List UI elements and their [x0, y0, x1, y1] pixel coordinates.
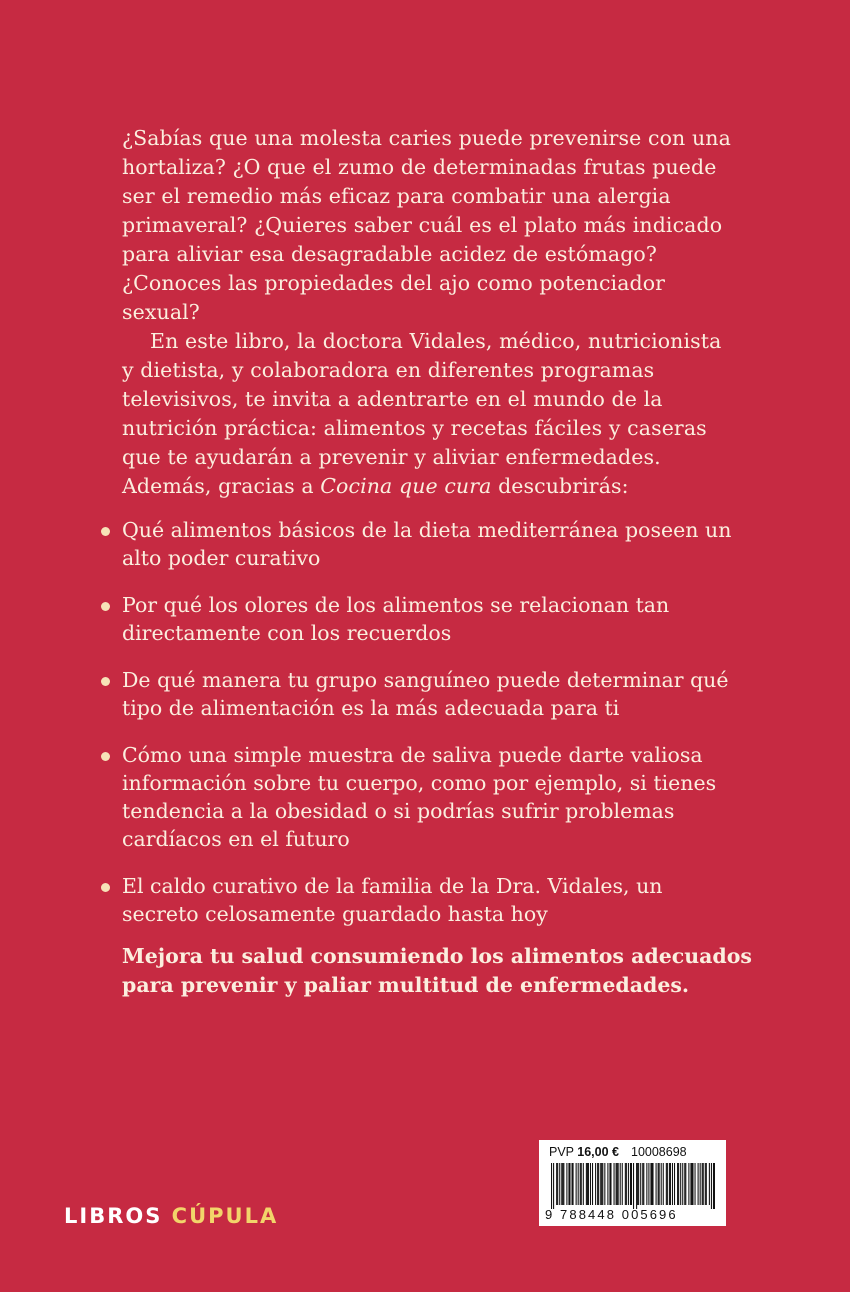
barcode-bar [595, 1163, 596, 1205]
barcode-bar [602, 1163, 603, 1205]
barcode-bar [557, 1163, 558, 1205]
barcode-bar [685, 1163, 686, 1205]
barcode-bar [684, 1163, 685, 1205]
barcode-label [539, 1140, 726, 1226]
barcode-bar [551, 1163, 552, 1209]
barcode-bar [667, 1163, 668, 1205]
barcode-bar [616, 1163, 617, 1205]
pvp-label: PVP [549, 1145, 574, 1159]
barcode-bar [578, 1163, 579, 1205]
barcode-bar [590, 1163, 591, 1205]
barcode-bar [692, 1163, 693, 1205]
barcode-bar [670, 1163, 671, 1205]
barcode-bar [580, 1163, 581, 1205]
barcode-bar [568, 1163, 569, 1205]
barcode-bar [592, 1163, 593, 1205]
barcode-bar [631, 1163, 632, 1205]
barcode-bar [628, 1163, 629, 1205]
barcode-bar [598, 1163, 599, 1205]
feature-item [100, 591, 740, 647]
barcode-bar [553, 1163, 554, 1209]
feature-item [100, 516, 740, 572]
barcode-bar [688, 1163, 689, 1205]
barcode-bar [610, 1163, 611, 1205]
barcode-bar [642, 1163, 643, 1205]
barcode-bar [695, 1163, 696, 1205]
bullet-icon [101, 883, 110, 892]
feature-item-text: Qué alimentos básicos de la dieta mediterránea poseen un alto poder curativo [122, 518, 732, 570]
barcode-bar [566, 1163, 567, 1205]
barcode-bar [607, 1163, 608, 1205]
tagline: Mejora tu salud consumiendo los alimentos adecuados para prevenir y paliar multitud de enfermedades. [122, 944, 752, 997]
barcode-bar [620, 1163, 621, 1205]
barcode-bar [669, 1163, 670, 1205]
barcode-bar [601, 1163, 602, 1205]
feature-item [100, 741, 740, 853]
feature-item [100, 872, 740, 928]
bullet-icon [101, 677, 110, 686]
barcode-bar [680, 1163, 681, 1205]
barcode-bar [625, 1163, 626, 1205]
barcode-bar [658, 1163, 659, 1205]
publisher-word-2: CÚPULA [171, 1204, 279, 1228]
barcode-bar [640, 1163, 641, 1205]
barcode-bar [678, 1163, 679, 1205]
price: 16,00 € [577, 1145, 619, 1159]
barcode-bar [600, 1163, 601, 1205]
barcode-bar [614, 1163, 615, 1205]
barcode-bar [636, 1163, 637, 1209]
barcode-icon [551, 1163, 715, 1209]
intro-paragraph-2-end: descubrirás: [491, 474, 629, 498]
barcode-bar [709, 1163, 710, 1205]
barcode-bar [656, 1163, 657, 1205]
barcode-bar [706, 1163, 707, 1205]
barcode-bar [573, 1163, 574, 1205]
feature-item-text: Por qué los olores de los alimentos se relacionan tan directamente con los recuerdos [122, 593, 670, 645]
barcode-bar [652, 1163, 653, 1205]
feature-item-text: El caldo curativo de la familia de la Dra. Vidales, un secreto celosamente guardado hasta hoy [122, 874, 663, 926]
barcode-bar [682, 1163, 683, 1205]
barcode-bar [626, 1163, 627, 1205]
barcode-bar [698, 1163, 699, 1205]
barcode-bar [646, 1163, 647, 1205]
barcode-bar [714, 1163, 715, 1209]
feature-item [100, 666, 740, 722]
barcode-bar [576, 1163, 577, 1205]
barcode-bar [659, 1163, 660, 1205]
product-code: 10008698 [631, 1145, 687, 1159]
barcode-bar [651, 1163, 652, 1205]
barcode-bar [650, 1163, 651, 1205]
barcode-bar [702, 1163, 703, 1205]
feature-list [100, 516, 740, 947]
barcode-bar [556, 1163, 557, 1205]
barcode-bar [713, 1163, 714, 1209]
isbn-digits: 9 788448 005696 [545, 1207, 678, 1222]
barcode-bar [637, 1163, 638, 1205]
intro-paragraph-2-start: En este libro, la doctora Vidales, médico, nutricionista y dietista, y colaboradora en diferentes programas televisivos, te invita a adentrarte en el mundo de la nutrición práctica: alimentos y recetas fáciles y caseras que te ayudarán a prevenir y aliviar enfermedades. Además, gracias a [122, 329, 722, 498]
barcode-bar [562, 1163, 563, 1205]
barcode-bar [563, 1163, 564, 1205]
feature-item-text: De qué manera tu grupo sanguíneo puede determinar qué tipo de alimentación es la más adecuada para ti [122, 668, 729, 720]
barcode-bar [583, 1163, 584, 1205]
bullet-icon [101, 527, 110, 536]
bullet-icon [101, 752, 110, 761]
barcode-bar [586, 1163, 587, 1205]
barcode-bar [666, 1163, 667, 1205]
barcode-bar [587, 1163, 588, 1205]
barcode-bar [633, 1163, 634, 1209]
intro-paragraph-2 [122, 327, 732, 501]
feature-item-text: Cómo una simple muestra de saliva puede darte valiosa información sobre tu cuerpo, como por ejemplo, si tienes tendencia a la obesidad o si podrías sufrir problemas cardíacos en el futuro [122, 743, 717, 851]
barcode-bar [630, 1163, 631, 1205]
barcode-bar [672, 1163, 673, 1205]
bullet-icon [101, 602, 110, 611]
barcode-bar [604, 1163, 605, 1205]
book-title-italic: Cocina que cura [320, 474, 492, 498]
barcode-bar [597, 1163, 598, 1205]
intro-paragraph-1: ¿Sabías que una molesta caries puede prevenirse con una hortaliza? ¿O que el zumo de determinadas frutas puede ser el remedio más eficaz para combatir una alergia primaveral? ¿Quieres saber cuál es el plato más indicado para aliviar esa desagradable acidez de estómago? ¿Conoces las propiedades del ajo como potenciador sexual? [122, 126, 731, 324]
barcode-bar [569, 1163, 570, 1205]
barcode-bar [711, 1163, 712, 1209]
barcode-bar [648, 1163, 649, 1205]
barcode-bar [663, 1163, 664, 1205]
barcode-bar [622, 1163, 623, 1205]
barcode-bar [581, 1163, 582, 1205]
barcode-bar [559, 1163, 560, 1205]
barcode-bar [690, 1163, 691, 1205]
barcode-bar [643, 1163, 644, 1205]
barcode-bar [677, 1163, 678, 1205]
intro-text [122, 124, 732, 501]
barcode-bar [588, 1163, 589, 1205]
price-line [549, 1145, 687, 1159]
barcode-bar [661, 1163, 662, 1205]
barcode-bar [618, 1163, 619, 1205]
barcode-bar [572, 1163, 573, 1205]
barcode-bar [638, 1163, 639, 1205]
barcode-bar [700, 1163, 701, 1205]
publisher-word-1: LIBROS [64, 1204, 163, 1228]
barcode-bar [561, 1163, 562, 1205]
barcode-bar [674, 1163, 675, 1205]
barcode-bar [703, 1163, 704, 1205]
barcode-bar [705, 1163, 706, 1205]
barcode-bar [609, 1163, 610, 1205]
publisher-logo [64, 1204, 278, 1228]
barcode-bar [691, 1163, 692, 1205]
barcode-bar [617, 1163, 618, 1205]
